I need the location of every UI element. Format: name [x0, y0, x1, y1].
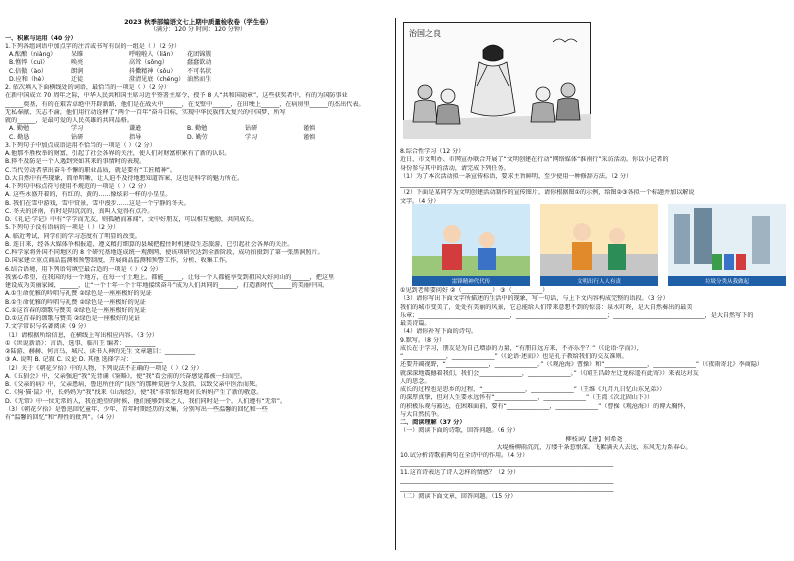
option-cell: 谦逊	[129, 125, 142, 133]
option-cell: B.憔悴（cuì）	[9, 59, 49, 67]
option-cell: 学习	[245, 133, 258, 141]
option-cell: 澄清见底（chéng）	[129, 75, 185, 83]
text-line: “______________，______________”（《论语·述而》）也是孔子教给我们的交友准则。	[400, 353, 628, 360]
text-line: D.①这首春的颂歌与赞美 ②绿色是一座极好的见证	[5, 315, 141, 322]
option-cell: 高耸（sǒng）	[129, 59, 169, 67]
text-line: 我们的城市变美了，处处有美丽的风景，它总能给人们带来意想不到的惊喜：泉水叮咚，是大自然奏出的最美	[400, 303, 693, 311]
text-line: 成长在于学习，朋友是为自己增添的力量，“有朋自远方来，不亦乐乎？”（《论语·学而》），	[400, 344, 643, 352]
text-line: 5.下列句子没有语病的一项是（ ）（2 分）	[5, 224, 120, 232]
text-line: 10.试分析诗歌前两句在全诗中的作用。（4 分）	[400, 452, 529, 459]
option-cell: 花团锦簇	[187, 51, 212, 58]
right-top-text	[400, 148, 788, 206]
option-cell: 谨慎	[303, 125, 316, 133]
option-cell: 不可名状	[187, 67, 212, 75]
text-line: ③ A. 说明 B. 记叙 C. 议论 D. 其他 选择学习：__________	[5, 356, 163, 364]
text-line: 柳枝词/【唐】何希尧	[565, 435, 623, 443]
option-cell: 迁徒	[71, 75, 84, 83]
option-cell: A. 勤勉	[9, 125, 30, 133]
text-line: A. 这些永盛开着的，有红的、黄的……像炫彩一样的小星星。	[5, 191, 172, 199]
option-cell: 蠢蠢欲动	[187, 59, 212, 67]
text-line: 与大自然抗争。	[400, 410, 443, 418]
text-line: D.《礼记·学记》中有“学学而无友，则孤陋而寡闻”，文中好朋友，可以相互勉励，共同成长。	[5, 216, 258, 223]
text-line: A.《五猖会》中，父亲强迫“我”先背诵《鉴略》，使“我”看会前的兴奋感觉都被一扫而空。	[5, 372, 247, 380]
text-line: C.①这首春的颂歌与赞美 ②绿色是一座座极好的见证	[5, 306, 146, 314]
text-line: （2）下面是某同学为文明创建活动制作的宣传图片，请你根据图①的示例，给图②③各拟一个标题并加以解说	[400, 189, 695, 197]
option-cell: 谨慎	[303, 133, 316, 141]
option-row	[5, 51, 391, 59]
option-cell: D. 勤劳	[187, 133, 208, 141]
text-line: 无私奉献、矢志不渝，他们用行动诠释了“两个一百年”奋斗目标，实现中华民族伟大复兴的中国梦，所写	[5, 108, 286, 116]
option-row	[5, 68, 391, 76]
poster-1	[412, 204, 530, 286]
option-cell: 朗润	[71, 67, 84, 75]
cartoon-caption: 治国之良	[409, 29, 441, 38]
text-line: 1.下列各组词语中加点字的注音或书写有误的一组是（ ）（2 分）	[5, 42, 181, 50]
text-line: （二）阅读下面文章，回答问题。（15 分）	[400, 493, 517, 501]
option-row	[5, 134, 391, 142]
text-line: （4）请你补写下面的诗句。	[400, 328, 478, 336]
text-line: 4.下列句中标点符号使用不规范的一项是（ ）（2 分）	[5, 183, 150, 190]
text-line: D.国家建立重点商品监测和预警制度，开展商品监测和预警工作，分析、收集工作。	[5, 257, 232, 265]
text-line: 的积极乐观与豁达，在困难面前，要有“______________，______________”（曹操《观沧海》）的博大胸怀，	[400, 402, 690, 410]
text-line: ______________________________________________________________________	[400, 181, 614, 188]
option-cell: 油然而生	[187, 75, 212, 83]
text-line: ①《世说新语》：言语、选事、临川王 编者：__________	[5, 339, 156, 347]
text-line: 在新中国成立 70 周年之际，中华人民共和国主席习近平签署主席令，授予 8 人“共和国勋章”，这些获奖者中，有的为国防事业	[5, 92, 348, 100]
cartoon-illustration	[403, 22, 591, 139]
text-line: （满分：120 分 时间：120 分钟）	[149, 26, 247, 34]
text-line: C. 冬天的济南，有时是阴沉沉的，真叫人觉得有点冷。	[5, 207, 154, 215]
option-cell: 钻研	[245, 125, 258, 133]
text-line: D.大自然中有些现象，简单明晰，让人迫不及待地想知道答案，这也是科学的魅力所在。	[5, 174, 244, 182]
text-line: 的深厚真挚，但对人生要永远怀有“______________，______________”（王湾《次北固山下》）	[400, 394, 654, 402]
text-line: 11.这首诗表达了诗人怎样的情感？（2 分）	[400, 468, 520, 476]
section-heading: 一、积累与运用（40 分）	[5, 34, 77, 42]
text-line: （1）请根据所给信息，在横线上写出相应内容。（3 分）	[5, 331, 158, 339]
text-line: 3.下列句子中加点成语运用不恰当的一项是（ ）（2 分）	[5, 141, 156, 149]
option-cell: B. 勤勉	[187, 125, 208, 133]
text-line: ②陆游、赫赫、何言乌、城尺、读书人神的先生 文章题目：__________	[5, 348, 196, 355]
text-line: B.《父亲的病》中，父亲患病，鲁迅所住的“良医”的那种荒唐令人发指，以致父亲中医治而死。	[5, 381, 262, 388]
text-line: 还要开阔视野，“______________，______________。”（《观沧海》曹操）和“______________，______________”（《夜雨寄北》李商隐）	[400, 361, 764, 369]
text-line: 就的______，是最可爱的人民英雄的共同品格。	[5, 117, 133, 124]
text-line: 6.结合语境，用下列语句填空最合适的一项是（ ）（2 分）	[5, 265, 162, 273]
text-line: 最美诗篇。	[400, 320, 431, 327]
option-cell: D.应和（hè）	[9, 75, 48, 83]
text-line: ______________________________________________________________________	[400, 460, 614, 468]
text-line: ______奠基，有的在艰苦卓绝中开辟新路，他们是在战火中______，在戈壁中______，在田埂上______，在病房里______的杰出代表。	[5, 100, 365, 108]
text-line: 人的思念。	[400, 377, 431, 385]
poster-images	[412, 204, 786, 286]
text-line: （3）请你写出下面文字所描述的生活中的现象，写一句话，与上下文内容构成完整的语段。（3 分）	[400, 295, 669, 303]
option-cell: 学习	[71, 125, 84, 133]
text-line: B. 我们在雪中游戏，雪中赏景，雪中漫步……这是一个宁静的冬天。	[5, 199, 190, 207]
text-line: 我衷心希望，在我国的每一个地方，在每一寸土地上，都能______，让每一个人都能享受到祖国大好河山的______，把这里	[5, 273, 335, 281]
text-line: 有“温馨的回忆”和“理性的批判”。（4 分）	[5, 414, 118, 421]
text-line: 2. 依次填入下面横线处的词语，最恰当的一项是（ ）（2 分）	[5, 84, 170, 91]
column-divider	[395, 18, 396, 550]
poster-2-caption: 文明出行人人有责	[576, 279, 622, 285]
text-line: 就深深地震撼着我们，我们会______________，______________。”（《闻王昌龄左迁龙标遥有此寄》）来表达对友	[400, 369, 699, 377]
option-cell: A.酝酿（niàng）	[9, 51, 57, 58]
option-cell: 呆睢	[71, 51, 84, 58]
text-line: 文字。（4 分）	[400, 197, 440, 205]
text-line: A.他那不胜枚举的财富，引起了社会各界的关注，使人们对财富积累有了新的认识。	[5, 150, 231, 157]
poster-3-caption: 垃圾分类从我做起	[704, 279, 750, 285]
page-title: 2023 秋季部编语文七上期中质量检收卷（学生卷）	[124, 18, 272, 26]
option-cell: 抖擞精神（sǒu）	[129, 67, 177, 75]
text-line: 建设成为美丽家园，______，让“一个十年一个十年地接续奋斗”成为人们共同的______，打造新时代______的美丽中国。	[5, 282, 329, 289]
text-line: C.当代劳动者拿出奋斗不懈的职业品质，就是要有“工匠精神”。	[5, 166, 176, 174]
text-line: （1）为了本次活动拟一条宣传标语，要求主旨鲜明，至少使用一种修辞方法。（2 分）	[400, 172, 633, 180]
option-cell: 唤亮	[71, 59, 84, 67]
option-cell: 呼啦啦人（liǎn）	[129, 51, 177, 58]
option-cell: C. 勤恳	[9, 133, 30, 141]
text-line: 乐章；______________________________，______________________________；______________________________，是大自然写下的	[400, 311, 754, 319]
text-line: 9.默写。（8 分）	[400, 336, 446, 344]
right-bottom-text	[400, 287, 788, 502]
text-line: C.《狗·猫·鼠》中，长妈妈为“我”找来《山海经》，使“我”非常惊讶地对长妈妈产生了新的敬意。	[5, 389, 263, 397]
text-line: A. 临近考试，同学们的学习态度有了明显的改变。	[5, 232, 141, 240]
text-line: （一）阅读下面的诗歌，回答问题。（6 分）	[400, 427, 519, 435]
text-line: D.《无常》中一位无常的人，我在绝望的时候，他们能够到来之人，我们同时是一个，人们遵有“无常”。	[5, 397, 287, 405]
poster-3	[668, 204, 786, 286]
text-line: 8.综合性学习（12 分）	[400, 148, 465, 155]
text-line: B. 连日来，经各大媒体争相报道，遵义精打细算的县城把握住时机建设生态旅游，已引起社会各界的关注。	[5, 240, 294, 248]
text-line: B.猝不及防是一个人遇到突如其来的事情时的表现。	[5, 158, 146, 166]
option-cell: 指导	[129, 133, 142, 141]
cartoon-side-blank	[597, 22, 787, 139]
text-line: ①见到老师要问好 ②（__________） ③（__________）	[400, 287, 549, 294]
poster-1-caption: 雷锋精神代代传	[451, 279, 491, 285]
left-column	[5, 18, 391, 422]
text-line: A.①生命优雅的吟唱与礼赞 ②绿色是一座座极好的见证	[5, 290, 152, 298]
option-row	[5, 59, 391, 67]
text-line: （2）关于《朝花夕拾》中的人物，下列说法不正确的一项是（ ）（2 分）	[5, 364, 203, 372]
option-cell: C.倍傲（ào）	[9, 67, 48, 75]
option-row	[5, 125, 391, 133]
text-line: ______________________________________________________________________	[400, 485, 614, 492]
text-line: ______________________________________________________________________	[400, 476, 614, 484]
text-line: B.①生命优雅的吟唱与礼赞 ②绿色是一座极好的见证	[5, 298, 146, 306]
poster-2	[540, 204, 658, 286]
text-line: 7.文学常识与名著阅读（9 分）	[5, 323, 90, 331]
text-line: 近日，市文明办、市网宣办联合开展了“文明创建在行动”网络媒体“淮南行”采访活动。你以小记者的	[400, 156, 669, 164]
text-line: 大堤杨柳雨沉沉，万缕千条惹恨深。飞絮满天人去远，东风无力系春心。	[496, 443, 692, 451]
text-line: 身份参与其中的活动，请完成下列任务。	[400, 164, 510, 172]
text-line: 成长的过程也是思乡的过程，“______________，______________”（王维《九月九日忆山东兄弟》）	[400, 386, 666, 393]
section-heading: 二、阅读理解（37 分）	[400, 419, 466, 426]
text-line: （3）《朝花夕拾》是鲁迅回忆童年、少年、青年时期经历的文集，分别写出一些温馨的回忆和一些	[5, 405, 268, 413]
option-cell: 钻研	[71, 133, 84, 141]
text-line: C.科学家将外国不同地区的 8 个研究基地连成统一观测网，使该项研究达到全新阶段，成功拍摄到了第一张黑洞照片。	[5, 249, 324, 256]
option-row	[5, 76, 391, 84]
